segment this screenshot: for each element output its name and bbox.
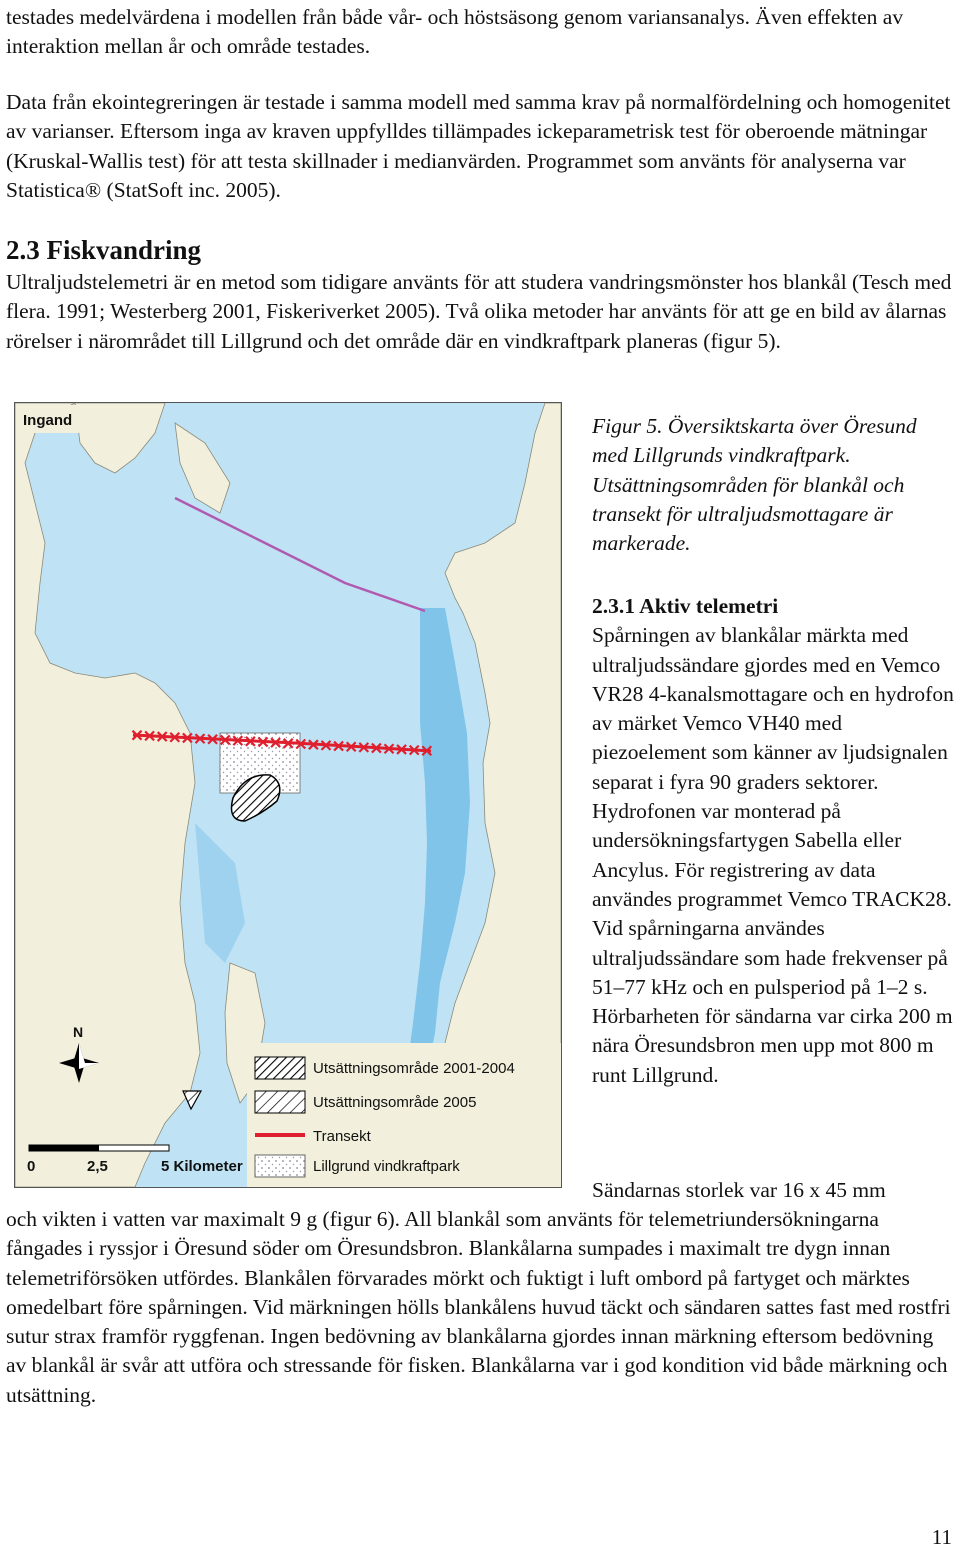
north-label: N [73, 1024, 84, 1040]
map-figure [14, 402, 562, 1188]
paragraph-1: testades medelvärdena i modellen från både vår- och höstsäsong genom variansanalys. Även effekten av interaktion mellan år och område testades. [6, 5, 904, 59]
legend-swatch-2001-2004 [255, 1057, 305, 1079]
subsection-heading: 2.3.1 Aktiv telemetri [592, 594, 779, 618]
scale-label-5km: 5 Kilometer [161, 1158, 243, 1175]
paragraph-3: Ultraljudstelemetri är en metod som tidigare använts för att studera vandringsmönster hos blankål (Tesch med flera. 1991; Westerberg 2001, Fiskeriverket 2005). Två olika metoder har använts för att ge en bild av ålarnas rörelser i närområdet till Lillgrund och det område där en vindkraftpark planeras (figur 5). [6, 270, 952, 353]
paragraph-4-start: Sändarnas storlek var 16 x 45 mm [592, 1178, 886, 1202]
subsection-text: Spårningen av blankålar märkta med ultraljudssändare gjordes med en Vemco VR28 4-kanalsmottagare och en hydrofon av märket Vemco VH40 med piezoelement som känner av ljudsignalen separat i fyra 90 graders sektorer. Hydrofonen var monterad på undersökningsfartygen Sabella eller Ancylus. För registrering av data användes programmet Vemco TRACK28. Vid spårningarna användes ultraljudssändare som hade frekvenser på 51–77 kHz och en pulsperiod på 1–2 s. Hörbarheten för sändarna var cirka 200 m nära Öresundsbron men upp mot 800 m runt Lillgrund. [592, 623, 954, 1087]
paragraph-4-rest: och vikten i vatten var maximalt 9 g (figur 6). All blankål som använts för telemetriundersökningarna fångades i ryssjor i Öresund söder om Öresundsbron. Blankålarna sumpades i maximalt tre dygn innan telemetriförsöken utfördes. Blankålen förvarades mörkt och fuktigt i luft ombord på fartyget och märktes omedelbart före spårningen. Vid märkningen hölls blankålens huvud täckt och sändaren sattes fast med rostfri sutur strax framför ryggfenan. Ingen bedövning av blankålarna gjordes innan märkning eftersom bedövning av blankål är svår att utföra och stressande för fisken. Blankålarna var i god kondition vid både märkning och utsättning. [6, 1207, 951, 1407]
legend-label-windfarm: Lillgrund vindkraftpark [313, 1158, 460, 1175]
scale-label-2-5: 2,5 [87, 1158, 108, 1175]
legend-label-transect: Transekt [313, 1128, 371, 1145]
page-number: 11 [931, 1525, 952, 1549]
place-label: Ingand [23, 412, 73, 429]
oresund-map [15, 403, 561, 1187]
paragraph-2: Data från ekointegreringen är testade i samma modell med samma krav på normalfördelning och homogenitet av varianser. Eftersom inga av kraven uppfylldes tillämpades ickeparametrisk test för oberoende mätningar (Kruskal-Wallis test) för att testa skillnader i medianvärden. Programmet som använts för analyserna var Statistica® (StatSoft inc. 2005). [6, 90, 951, 202]
legend-label-2001-2004: Utsättningsområde 2001-2004 [313, 1060, 515, 1077]
section-heading: 2.3 Fiskvandring [6, 235, 202, 265]
legend-label-2005: Utsättningsområde 2005 [313, 1094, 477, 1111]
legend-swatch-2005 [255, 1091, 305, 1113]
legend [247, 1043, 561, 1187]
figure-caption: Figur 5. Översiktskarta över Öresund med Lillgrunds vindkraftpark. Utsättningsområden för blankål och transekt för ultraljudsmottagare är markerade. [592, 414, 917, 556]
scale-label-0: 0 [27, 1158, 36, 1175]
legend-swatch-windfarm [255, 1155, 305, 1177]
subsection-block [592, 592, 960, 1090]
